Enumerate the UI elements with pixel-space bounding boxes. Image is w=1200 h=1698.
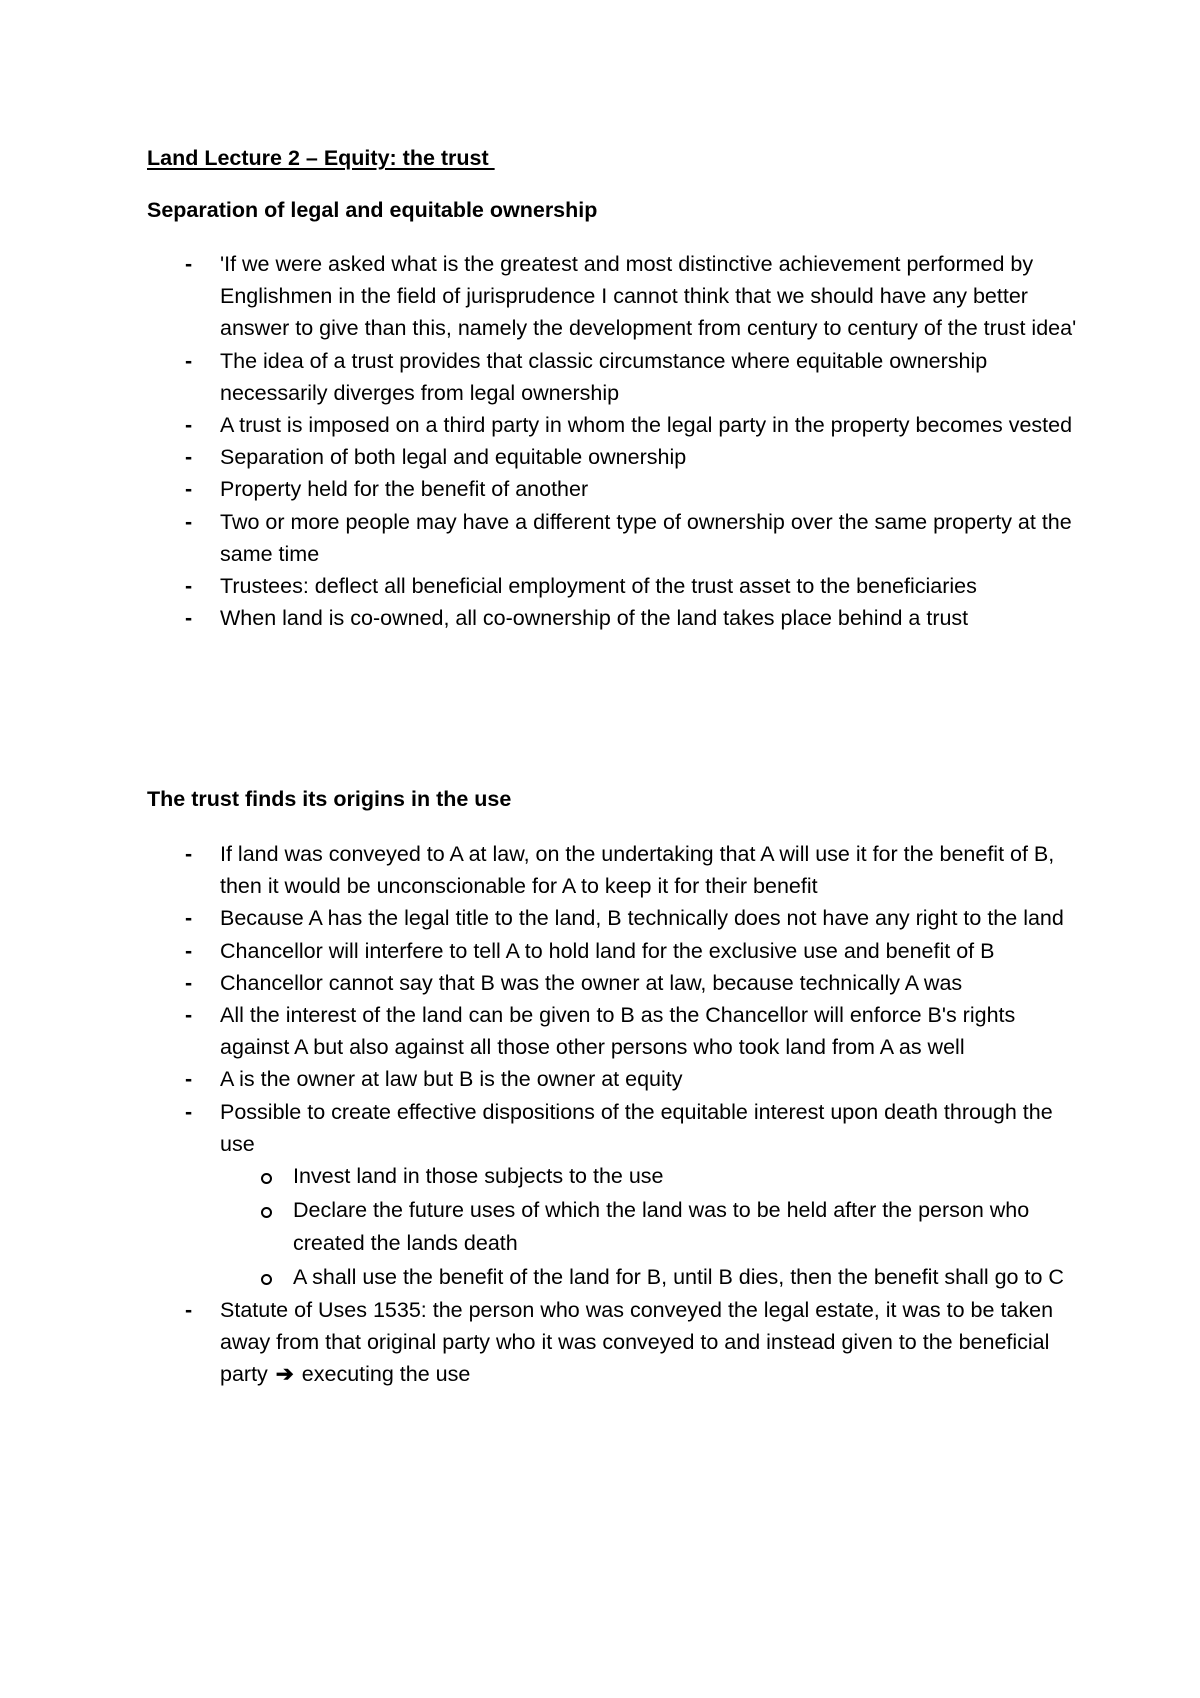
sub-list-item: Invest land in those subjects to the use [258, 1160, 1085, 1194]
section-heading-separation: Separation of legal and equitable ownership [147, 198, 598, 222]
list-item: - A trust is imposed on a third party in whom the legal party in the property becomes vested [185, 409, 1085, 441]
right-arrow-icon: ➔ [275, 1362, 294, 1387]
list-item: - 'If we were asked what is the greatest and most distinctive achievement performed by Englishmen in the field of jurisprudence I cannot think that we should have any better answer to give than this, namely the development from century to century of the trust idea' [185, 248, 1085, 345]
list-item [185, 1294, 1085, 1391]
list-item: - Two or more people may have a different type of ownership over the same property at the same time [185, 506, 1085, 570]
list-item: - Chancellor will interfere to tell A to hold land for the exclusive use and benefit of B [185, 935, 1085, 967]
list-item-text-after-arrow: executing the use [301, 1362, 471, 1387]
list-item: - Separation of both legal and equitable ownership [185, 441, 1085, 473]
list-item: - Chancellor cannot say that B was the owner at law, because technically A was [185, 967, 1085, 999]
sub-list-item: Declare the future uses of which the land was to be held after the person who created the lands death [258, 1194, 1085, 1261]
sub-bullet-list [220, 1160, 1085, 1294]
list-item: - If land was conveyed to A at law, on the undertaking that A will use it for the benefit of B, then it would be unconscionable for A to keep it for their benefit [185, 838, 1085, 902]
list-item: - All the interest of the land can be given to B as the Chancellor will enforce B's rights against A but also against all those other persons who took land from A as well [185, 999, 1085, 1063]
bullet-list-separation [185, 248, 1085, 634]
sub-list-item: A shall use the benefit of the land for B, until B dies, then the benefit shall go to C [258, 1261, 1085, 1295]
bullet-list-origins [185, 838, 1085, 1391]
page-title: Land Lecture 2 – Equity: the trust [147, 146, 495, 170]
list-item-text: Possible to create effective dispositions of the equitable interest upon death through the use [220, 1099, 1053, 1156]
list-item: - Property held for the benefit of another [185, 473, 1085, 505]
list-item: - The idea of a trust provides that classic circumstance where equitable ownership necessarily diverges from legal ownership [185, 345, 1085, 409]
list-item: - A is the owner at law but B is the owner at equity [185, 1063, 1085, 1095]
section-heading-origins: The trust finds its origins in the use [147, 787, 512, 811]
list-item: - Trustees: deflect all beneficial employment of the trust asset to the beneficiaries [185, 570, 1085, 602]
list-item: - When land is co-owned, all co-ownership of the land takes place behind a trust [185, 602, 1085, 634]
list-item-text: Statute of Uses 1535: the person who was conveyed the legal estate, it was to be taken away from that original party who it was conveyed to and instead given to the beneficial party [220, 1298, 1054, 1387]
list-item: - Because A has the legal title to the land, B technically does not have any right to the land [185, 902, 1085, 934]
list-item-with-sublist [185, 1096, 1085, 1294]
